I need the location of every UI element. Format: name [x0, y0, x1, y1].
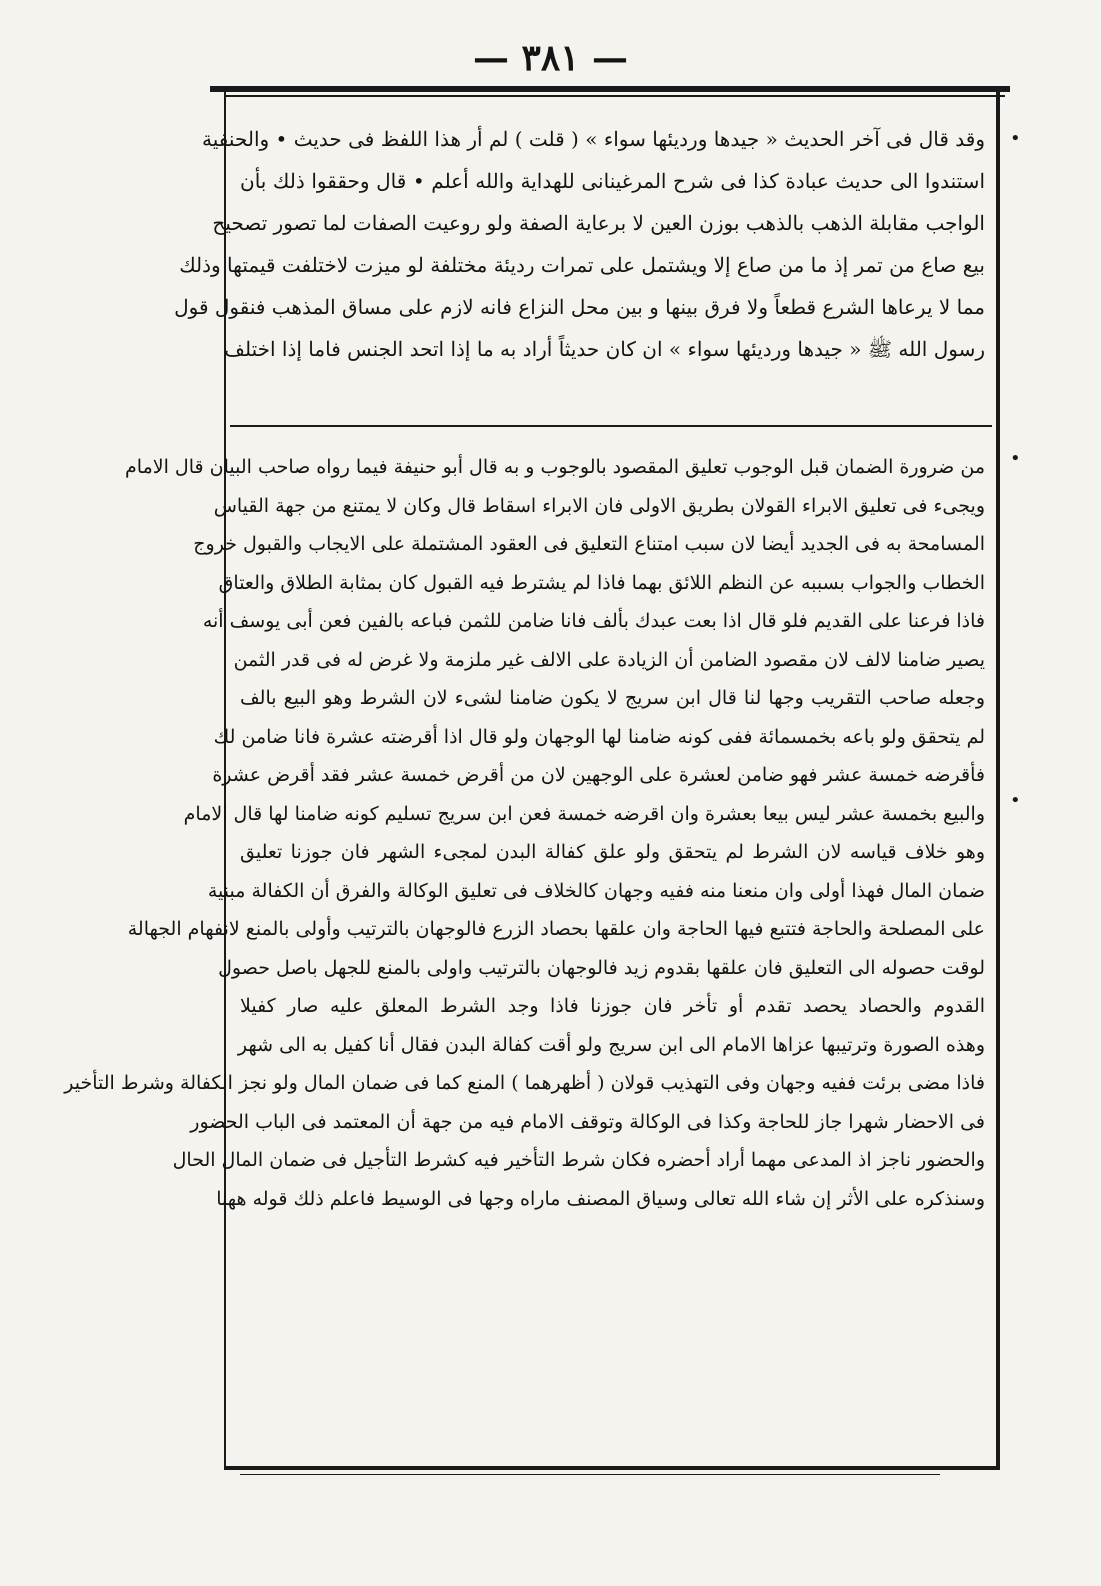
- text-line: وجعله صاحب التقريب وجها لنا قال ابن سريج لا يكون ضامنا لشىء لان الشرط وهو البيع بالف: [240, 687, 985, 709]
- margin-dot: •: [1010, 790, 1021, 811]
- text-line: بيع صاع من تمر إذ ما من صاع إلا ويشتمل على تمرات رديئة مختلفة لو ميزت لاختلفت قيمتها وذلك: [179, 253, 985, 277]
- text-line: على المصلحة والحاجة فتتبع فيها الحاجة وان علقها بحصاد الزرع فالوجهان بالترتيب وأولى بالمنع لانفهام الجهالة: [127, 918, 985, 940]
- text-line: فى الاحضار شهرا جاز للحاجة وكذا فى الوكالة وتوقف الامام فيه من جهة أن المعتمد فى الباب الحضور: [190, 1110, 985, 1133]
- text-line: استندوا الى حديث عبادة كذا فى شرح المرغينانى للهداية والله أعلم • قال وحققوا ذلك بأن: [240, 169, 985, 193]
- top-rule-thin: [225, 95, 1005, 97]
- margin-dot: •: [1010, 128, 1021, 149]
- bottom-rule-thin: [240, 1474, 940, 1475]
- margin-dot: •: [1010, 448, 1021, 469]
- section-divider: [230, 425, 992, 427]
- text-line: المسامحة به فى الجديد أيضا لان سبب امتناع التعليق فى العقود المشتملة على الايجاب والقبول خروج: [193, 533, 985, 555]
- text-line: رسول الله ﷺ « جيدها ورديئها سواء » ان كان حديثاً أراد به ما إذا اتحد الجنس فاما إذا اختلف: [224, 337, 985, 361]
- text-line: ضمان المال فهذا أولى وان منعنا منه ففيه وجهان كالخلاف فى تعليق الوكالة والفرق أن الكفالة مبنية: [207, 879, 985, 902]
- text-line: لم يتحقق ولو باعه بخمسمائة ففى كونه ضامنا لها الوجهان ولو قال اذا أقرضته عشرة فانا ضامن لك: [213, 725, 985, 748]
- text-line: وهو خلاف قياسه لان الشرط لم يتحقق ولو علق كفالة البدن لمجىء الشهر فان جوزنا تعليق: [240, 841, 985, 863]
- bottom-rule: [224, 1466, 1000, 1470]
- upper-text-block: [174, 118, 985, 370]
- page-number: — ٣٨١ —: [472, 37, 629, 79]
- frame-right-border: [996, 92, 1000, 1468]
- text-line: الخطاب والجواب بسببه عن النظم اللائق بهما فاذا لم يشترط فيه القبول كان بمثابة الطلاق والعتاق: [218, 571, 985, 594]
- text-line: فاذا فرعنا على القديم فلو قال اذا بعت عبدك بألف فانا ضامن للثمن فباعه بالفين فعن أبى يوسف أنه: [202, 610, 985, 632]
- text-line: والحضور ناجز اذ المدعى مهما أراد أحضره فكان شرط التأخير فيه كشرط التأجيل فى ضمان المال الحال: [172, 1149, 985, 1171]
- text-line: لوقت حصوله الى التعليق فان علقها بقدوم زيد فالوجهان بالترتيب واولى بالمنع للجهل باصل حصول: [218, 956, 985, 979]
- text-line: وقد قال فى آخر الحديث « جيدها ورديئها سواء » ( قلت ) لم أر هذا اللفظ فى حديث • والحنفية: [202, 127, 985, 151]
- text-line: وهذه الصورة وترتيبها عزاها الامام الى ابن سريج ولو أقت كفالة البدن فقال أنا كفيل به الى شهر: [237, 1033, 985, 1056]
- top-rule: [210, 86, 1010, 92]
- text-line: ويجىء فى تعليق الابراء القولان بطريق الاولى فان الابراء اسقاط قال وكان لا يمتنع من جهة القياس: [213, 494, 985, 517]
- text-line: مما لا يرعاها الشرع قطعاً ولا فرق بينها و بين محل النزاع فانه لازم على مساق المذهب فنقول قول: [174, 295, 985, 319]
- text-line: الواجب مقابلة الذهب بالذهب بوزن العين لا برعاية الصفة ولو روعيت الصفات لما تصور تصحيح: [212, 211, 985, 235]
- text-line: فأقرضه خمسة عشر فهو ضامن لعشرة على الوجهين لان من أقرض خمسة عشر فقد أقرض عشرة: [212, 764, 985, 786]
- text-line: والبيع بخمسة عشر ليس بيعا بعشرة وان اقرضه خمسة فعن ابن سريج تسليم كونه ضامنا لها قال الامام: [183, 802, 985, 825]
- lower-text-block: [64, 448, 985, 1218]
- text-line: القدوم والحصاد يحصد تقدم أو تأخر فان جوزنا فاذا وجد الشرط المعلق عليه صار كفيلا: [240, 995, 985, 1017]
- text-line: وسنذكره على الأثر إن شاء الله تعالى وسياق المصنف ماراه وجها فى الوسيط فاعلم ذلك قوله ههنا: [216, 1187, 985, 1210]
- text-line: من ضرورة الضمان قبل الوجوب تعليق المقصود بالوجوب و به قال أبو حنيفة فيما رواه صاحب البيان قال الامام: [125, 456, 985, 478]
- text-line: يصير ضامنا لالف لان مقصود الضامن أن الزيادة على الالف غير ملزمة ولا غرض له فى قدر الثمن: [233, 648, 985, 671]
- text-line: فاذا مضى برئت ففيه وجهان وفى التهذيب قولان ( أظهرهما ) المنع كما فى ضمان المال ولو نجز الكفالة وشرط التأخير: [64, 1072, 985, 1094]
